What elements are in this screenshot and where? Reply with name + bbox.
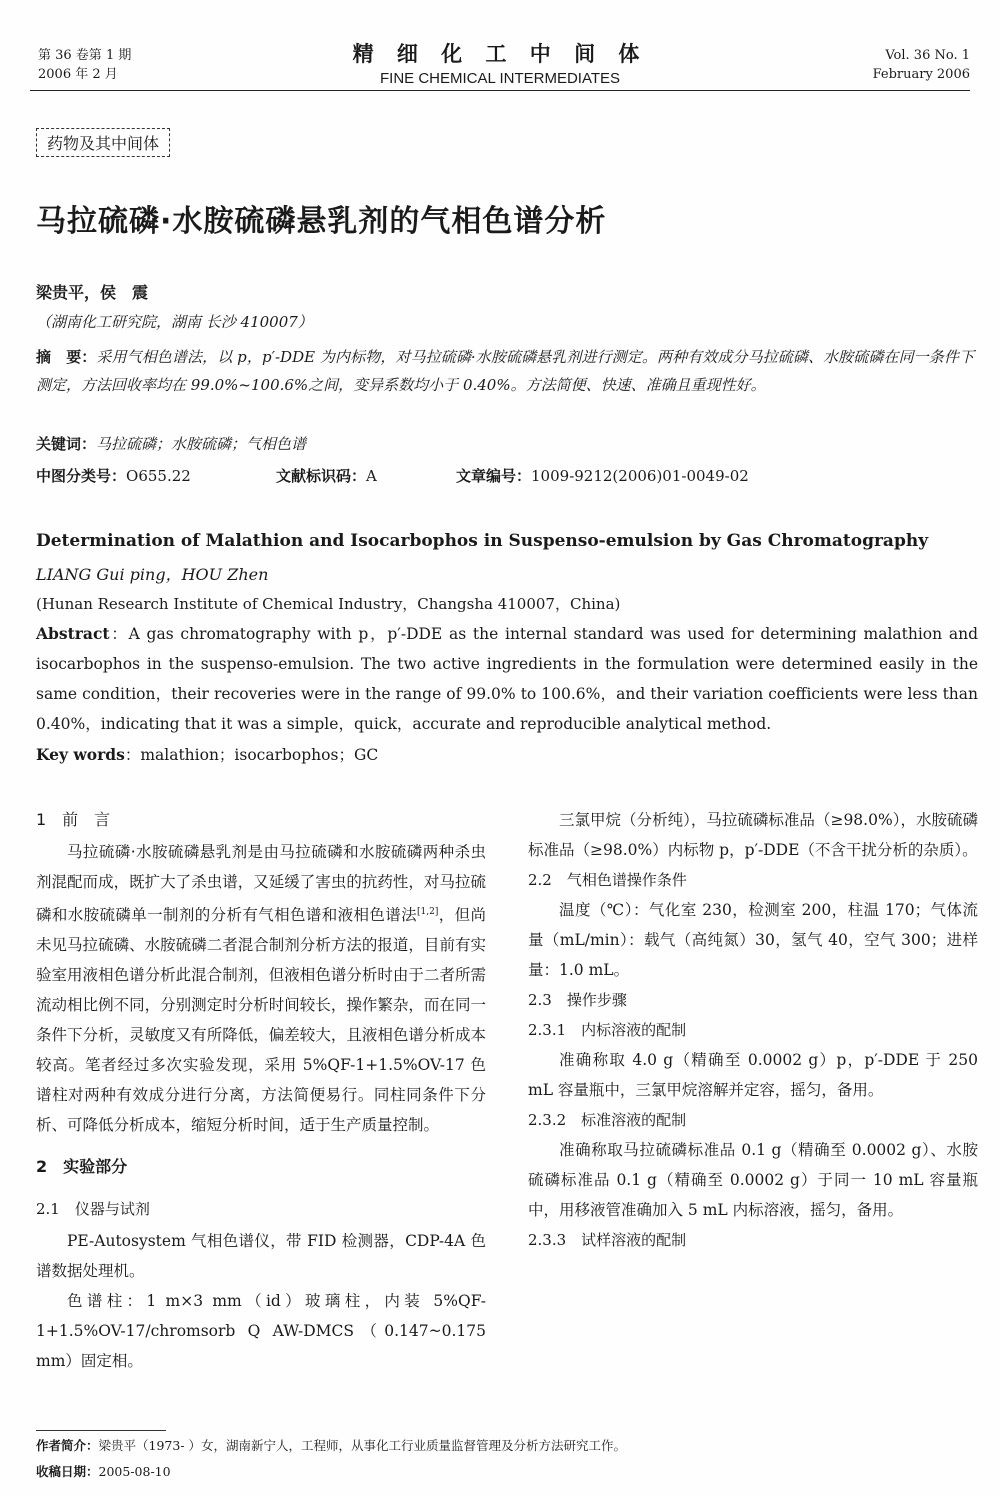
section-2-3-1-paragraph: 准确称取 4.0 g（精确至 0.0002 g）p，p′-DDE 于 250 mL 容量瓶中，三氯甲烷溶解并定容，摇匀，备用。 <box>528 1051 978 1099</box>
abstract-cn-label: 摘 要： <box>36 348 97 366</box>
paper-title-en: Determination of Malathion and Isocarbophos in Suspenso-emulsion by Gas Chromatography <box>36 531 929 551</box>
keywords-en-label: Key words <box>36 745 125 764</box>
section-1-text-a: 马拉硫磷·水胺硫磷悬乳剂是由马拉硫磷和水胺硫磷两种杀虫剂混配而成，既扩大了杀虫谱，又延缓了害虫的抗药性，对马拉硫磷和水胺硫磷单一制剂的分析有气相色谱和液相色谱法 <box>36 843 486 925</box>
paper-title-cn: 马拉硫磷·水胺硫磷悬乳剂的气相色谱分析 <box>36 204 607 239</box>
footnote-rule <box>36 1430 166 1431</box>
abstract-en <box>36 619 978 739</box>
section-2-3-1-heading: 2.3.1 内标溶液的配制 <box>528 1021 687 1039</box>
header-right <box>873 46 970 84</box>
body-column-right <box>528 805 978 1255</box>
journal-header <box>330 38 670 87</box>
keywords-cn-label: 关键词： <box>36 435 97 453</box>
affiliation-en: (Hunan Research Institute of Chemical Industry，Changsha 410007，China) <box>36 595 621 613</box>
abstract-cn-text: 采用气相色谱法，以 p，p′-DDE 为内标物，对马拉硫磷·水胺硫磷悬乳剂进行测定。两种有效成分马拉硫磷、水胺硫磷在同一条件下测定，方法回收率均在 99.0%~100.6%之间，变异系数均小于 0.40%。方法简便、快速、准确且重现性好。 <box>36 348 974 394</box>
footnote-author-label: 作者简介： <box>36 1438 99 1453</box>
section-1-heading: 1 前 言 <box>36 810 111 829</box>
section-2-3-heading: 2.3 操作步骤 <box>528 991 627 1009</box>
section-1-text-b: ，但尚未见马拉硫磷、水胺硫磷二者混合制剂分析方法的报道，目前有实验室用液相色谱分析此混合制剂，但液相色谱分析时由于二者所需流动相比例不同，分别测定时分析时间较长，操作繁杂，而在同一条件下分析，灵敏度又有所降低，偏差较大，且液相色谱分析成本较高。笔者经过多次实验发现，采用 5%QF-1+1.5%OV-17 色谱柱对两种有效成分进行分离，方法简便易行。同柱同条件下分析、可降低分析成本，缩短分析时间，适于生产质量控制。 <box>36 906 486 1135</box>
footnote-received-text: 2005-08-10 <box>98 1464 171 1479</box>
doc-code-value: A <box>366 467 377 485</box>
section-2-2-heading: 2.2 气相色谱操作条件 <box>528 871 687 889</box>
footnote-author-text: 梁贵平（1973- ）女，湖南新宁人，工程师，从事化工行业质量监督管理及分析方法研究工作。 <box>98 1438 627 1453</box>
clc-item <box>36 465 276 486</box>
keywords-cn-text: 马拉硫磷；水胺硫磷；气相色谱 <box>96 435 307 453</box>
article-id-label: 文章编号： <box>456 467 532 485</box>
footnote-received <box>36 1462 974 1480</box>
keywords-cn <box>36 433 306 454</box>
section-tag: 药物及其中间体 <box>36 128 170 157</box>
footnote-received-label: 收稿日期： <box>36 1464 99 1479</box>
date-en: February 2006 <box>872 67 970 82</box>
keywords-en <box>36 743 378 765</box>
section-2-3-2-paragraph: 准确称取马拉硫磷标准品 0.1 g（精确至 0.0002 g）、水胺硫磷标准品 0.1 g（精确至 0.0002 g）于同一 10 mL 容量瓶中，用移液管准确加入 5 mL 内标溶液，摇匀，备用。 <box>528 1141 978 1219</box>
authors-en: LIANG Gui ping，HOU Zhen <box>36 565 269 584</box>
header-rule <box>30 90 970 91</box>
classification-row <box>36 465 976 486</box>
authors-cn: 梁贵平，侯 震 <box>36 283 149 302</box>
section-2-2-paragraph: 温度（℃）：气化室 230，检测室 200，柱温 170；气体流量（mL/min）：载气（高纯氮）30，氢气 40，空气 300；进样量：1.0 mL。 <box>528 901 978 979</box>
section-2-3-3-heading: 2.3.3 试样溶液的配制 <box>528 1231 687 1249</box>
header-left <box>38 46 131 84</box>
doc-code-label: 文献标识码： <box>276 467 367 485</box>
journal-title-en: FINE CHEMICAL INTERMEDIATES <box>379 70 621 87</box>
affiliation-cn: （湖南化工研究院，湖南 长沙 410007） <box>36 313 313 331</box>
date-cn: 2006 年 2 月 <box>38 67 118 82</box>
article-id-value: 1009-9212(2006)01-0049-02 <box>531 467 749 485</box>
doc-code-item <box>276 465 456 486</box>
abstract-cn <box>36 343 974 399</box>
abstract-en-label: Abstract <box>36 624 110 643</box>
section-2-1-paragraph-1: PE-Autosystem 气相色谱仪，带 FID 检测器，CDP-4A 色谱数据处理机。 <box>36 1232 486 1281</box>
section-2-heading: 2 实验部分 <box>36 1157 128 1177</box>
volume-en: Vol. 36 No. 1 <box>885 48 970 63</box>
abstract-en-text: ：A gas chromatography with p，p′-DDE as the internal standard was used for determining malathion and isocarbophos in the suspenso-emulsion. The two active ingredients in the formulation were determined easily in the same condition，their recoveries were in the range of 99.0% to 100.6%，and their variation coefficients were less than 0.40%，indicating that it was a simple，quick，accurate and reproducible analytical method. <box>36 625 978 733</box>
citation-ref: [1,2] <box>417 907 439 917</box>
clc-value: O655.22 <box>126 467 191 485</box>
volume-cn: 第 36 卷第 1 期 <box>38 48 132 63</box>
section-2-1-paragraph-3: 三氯甲烷（分析纯），马拉硫磷标准品（≥98.0%），水胺硫磷标准品（≥98.0%）内标物 p，p′-DDE（不含干扰分析的杂质）。 <box>528 811 978 859</box>
keywords-en-text: ：malathion；isocarbophos；GC <box>124 746 379 764</box>
clc-label: 中图分类号： <box>36 467 127 485</box>
footnote-author <box>36 1436 974 1454</box>
body-column-left <box>36 805 486 1371</box>
section-2-1-heading: 2.1 仪器与试剂 <box>36 1200 150 1219</box>
journal-title-cn: 精 细 化 工 中 间 体 <box>352 42 648 66</box>
section-1-paragraph <box>36 837 486 1140</box>
article-id-item <box>456 465 749 486</box>
section-2-1-paragraph-2: 色谱柱：1 m×3 mm（id）玻璃柱，内装 5%QF-1+1.5%OV-17/chromsorb Q AW-DMCS（0.147~0.175 mm）固定相。 <box>36 1292 486 1371</box>
section-2-3-2-heading: 2.3.2 标准溶液的配制 <box>528 1111 687 1129</box>
